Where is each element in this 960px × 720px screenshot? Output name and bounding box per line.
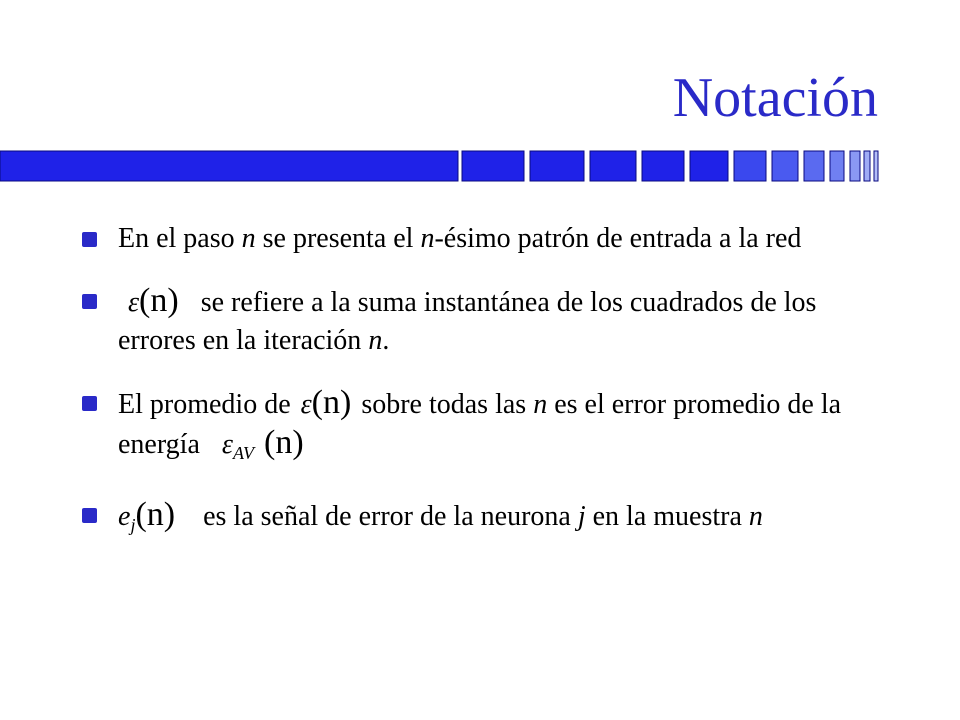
bullet-2-text: se refiere a la suma instantánea de los cuadrados de los errores en la iteración	[118, 287, 817, 356]
decorative-title-bar	[0, 149, 884, 185]
bar-segment	[864, 151, 870, 181]
bullet-3-mid2: es el error promedio de la energía	[118, 389, 842, 460]
bar-segment	[462, 151, 524, 181]
bullet-1-var-n: n	[241, 223, 256, 254]
bullet-4-text2: en la muestra	[585, 501, 749, 532]
bullet-square-icon	[82, 232, 97, 247]
math-e-j-n: $e_j(n)$	[118, 496, 176, 535]
bullet-3-lead: El promedio de	[118, 389, 291, 420]
bar-segment	[772, 151, 798, 181]
bar-segment	[850, 151, 860, 181]
bar-segment	[804, 151, 824, 181]
bullet-4-var-n: n	[748, 501, 763, 532]
bar-segment	[642, 151, 684, 181]
bullet-item-3	[80, 384, 880, 472]
bar-segment	[734, 151, 766, 181]
bar-segment	[690, 151, 728, 181]
bar-segment	[830, 151, 844, 181]
bullet-1-text-a: En el paso	[118, 223, 242, 254]
bullet-2-var-n: n	[368, 325, 383, 356]
bar-segment	[0, 151, 458, 181]
math-epsilon-av-n: $\varepsilon_{AV}$ (n)	[221, 424, 304, 463]
bullet-1-var-n2: n	[420, 223, 435, 254]
bullet-3-mid: sobre todas las	[361, 389, 534, 420]
bullet-1-text-b: se presenta el	[255, 223, 421, 254]
math-epsilon-n: ε(n)	[128, 282, 179, 319]
bullet-item-1	[80, 220, 880, 258]
bullet-4-text: es la señal de error de la neurona	[203, 501, 578, 532]
bullet-3-var-n: n	[533, 389, 548, 420]
bullet-square-icon	[82, 508, 97, 523]
slide-title: Notación	[672, 67, 878, 129]
bullet-4-var-j: j	[577, 501, 586, 532]
bullet-item-4	[80, 496, 880, 544]
bullet-square-icon	[82, 396, 97, 411]
bar-segment	[590, 151, 636, 181]
bullet-square-icon	[82, 294, 97, 309]
bullet-1-text-c: -ésimo patrón de entrada a la red	[434, 223, 802, 254]
bar-segment	[530, 151, 584, 181]
math-epsilon-n: ε(n)	[300, 384, 352, 421]
bullet-list	[80, 220, 880, 568]
bullet-item-2	[80, 282, 880, 360]
bullet-2-tail: .	[382, 325, 390, 356]
bar-segment	[874, 151, 878, 181]
